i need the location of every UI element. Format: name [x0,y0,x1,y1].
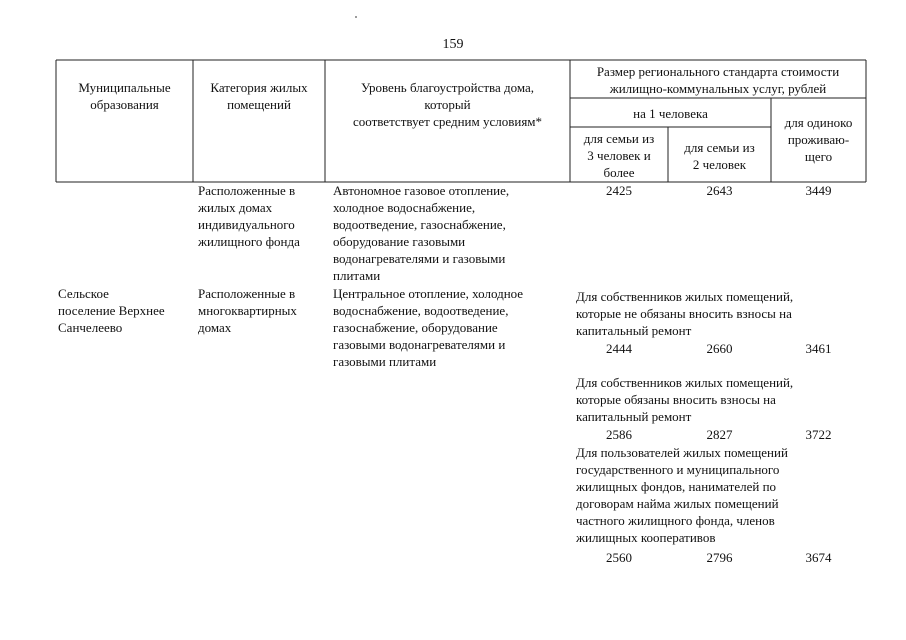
cell-text: Автономное газовое отопление, [333,183,510,198]
header-text: для семьи из [583,131,655,146]
row1-value-single: 3449 [805,183,832,198]
cell-text: поселение Верхнее [58,303,165,318]
header-text: 3 человек и [587,148,651,163]
cell-text: оборудование газовыми [333,234,466,249]
header-text: более [603,165,635,180]
row1-category [198,182,300,250]
cell-text: газовыми водонагревателями и [333,337,506,352]
header-family2 [668,139,771,173]
group-a-note [576,288,793,339]
cell-text: государственного и муниципального [576,462,780,477]
cell-text: водоотведение, газоснабжение, [333,217,506,232]
cell-text: которые обязаны вносить взносы на [576,392,776,407]
header-text: Размер регионального стандарта стоимости [596,64,840,79]
header-text: проживаю- [787,132,850,147]
group-b-value-family3: 2586 [606,427,632,442]
cell-text: жилых домах [198,200,273,215]
group-b-note [576,374,793,425]
cell-text: Санчелеево [58,320,123,335]
row1-amenities [333,182,509,284]
cell-text: индивидуального [198,217,295,232]
group-a-value-single: 3461 [805,341,832,356]
group-b-value-single: 3722 [805,427,832,442]
cell-text: водонагревателями и газовыми [333,251,506,266]
cell-text: жилищных кооперативов [576,530,716,545]
page-number: 159 [442,37,464,52]
cell-text: жилищных фондов, нанимателей по [576,479,777,494]
header-text: образования [90,97,159,112]
header-text: щего [804,149,833,164]
row2-amenities [333,285,523,370]
cell-text: Для собственников жилых помещений, [576,289,794,304]
cell-text: домах [198,320,232,335]
cell-text: многоквартирных [198,303,297,318]
cell-text: газоснабжение, оборудование [333,320,498,335]
group-a-value-family2: 2660 [706,341,733,356]
cell-text: частного жилищного фонда, членов [576,513,775,528]
cell-text: которые не обязаны вносить взносы на [576,306,792,321]
header-text: помещений [227,97,291,112]
cell-text: Центральное отопление, холодное [333,286,524,301]
header-text: Муниципальные [78,80,171,95]
header-amenities [325,79,570,130]
header-text: жилищно-коммунальных услуг, рублей [609,81,827,96]
cell-text: Для пользователей жилых помещений [576,445,788,460]
group-c-note [576,444,788,546]
cell-text: капитальный ремонт [576,409,692,424]
header-text: который [424,97,471,112]
header-text: для семьи из [684,140,755,155]
cell-text: Расположенные в [198,183,296,198]
cell-text: холодное водоснабжение, [333,200,476,215]
group-a-value-family3: 2444 [606,341,632,356]
cell-text: Расположенные в [198,286,296,301]
header-text: Категория жилых [210,80,308,95]
cell-text: Сельское [58,286,109,301]
header-text: для одиноко [784,115,853,130]
header-standard [570,63,866,97]
header-category [193,79,325,113]
group-c-value-single: 3674 [805,550,832,565]
group-c-value-family3: 2560 [606,550,632,565]
header-text: Уровень благоустройства дома, [360,80,535,95]
row2-category [198,285,297,336]
cell-text: договорам найма жилых помещений [576,496,779,511]
header-text: соответствует средним условиям* [352,114,543,129]
header-single [771,114,866,165]
cell-text: Для собственников жилых помещений, [576,375,794,390]
cell-text: капитальный ремонт [576,323,692,338]
header-text: 2 человек [692,157,747,172]
header-per-person: на 1 человека [633,106,708,121]
row1-value-family3: 2425 [606,183,632,198]
header-family3 [570,130,668,181]
row2-municipality [58,285,165,336]
cell-text: водоснабжение, водоотведение, [333,303,509,318]
cell-text: жилищного фонда [198,234,300,249]
cell-text: газовыми плитами [333,354,437,369]
group-b-value-family2: 2827 [706,427,733,442]
group-c-value-family2: 2796 [706,550,733,565]
row1-value-family2: 2643 [706,183,733,198]
header-municipality [56,79,193,113]
cell-text: плитами [333,268,381,283]
